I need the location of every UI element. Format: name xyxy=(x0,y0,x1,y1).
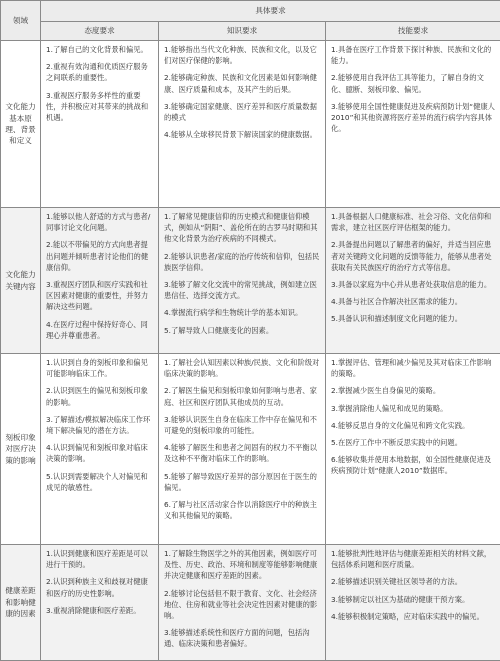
requirement-item: 2.能够使用自我评估工具等能力，了解自身的文化、臆断、刻板印象、偏见。 xyxy=(331,72,495,94)
requirement-item: 5.能够了解导致医疗差异的部分原因在于医生的偏见。 xyxy=(164,471,320,493)
requirement-item: 3.能够了解文化交流中的常见挑战，例如建立医患信任、选择交流方式。 xyxy=(164,279,320,301)
column-header-knowledge: 知识要求 xyxy=(159,22,326,41)
header-row-top xyxy=(1,1,500,22)
requirement-item: 2.能够讨论包括但不限于教育、文化、社会经济地位、住房和就业等社会决定性因素对健康的影响。 xyxy=(164,588,320,622)
column-group-header-requirements: 具体要求 xyxy=(41,1,500,22)
domain-cell: 文化能力关键内容 xyxy=(1,208,41,354)
domain-cell: 健康差距和影响健康的因素 xyxy=(1,545,41,661)
requirement-item: 4.具备与社区合作解决社区需求的能力。 xyxy=(331,296,495,307)
attitude-cell xyxy=(41,208,159,354)
column-header-attitude: 态度要求 xyxy=(41,22,159,41)
table-row xyxy=(1,354,500,545)
column-header-skills: 技能要求 xyxy=(326,22,500,41)
attitude-cell xyxy=(41,354,159,545)
requirement-item: 3.能够描述系统性和医疗方面的问题，包括沟通、临床决策和患者偏好。 xyxy=(164,627,320,649)
requirement-item: 1.具备在医疗工作背景下探讨种族、民族和文化的能力。 xyxy=(331,44,495,66)
knowledge-cell xyxy=(159,545,326,661)
requirement-item: 2.掌握减少医生自身偏见的策略。 xyxy=(331,385,495,396)
requirement-item: 1.具备根据人口健康标准、社会习俗、文化信仰和需求，建立社区医疗评估框架的能力。 xyxy=(331,211,495,233)
requirement-item: 2.能够确定种族、民族和文化因素是如何影响健康、医疗质量和成本，及其产生的后果。 xyxy=(164,72,320,94)
requirement-item: 1.掌握评估、管理和减少偏见及其对临床工作影响的策略。 xyxy=(331,357,495,379)
skills-cell xyxy=(326,354,500,545)
requirement-item: 4.掌握流行病学和生物统计学的基本知识。 xyxy=(164,307,320,318)
column-header-domain: 领域 xyxy=(1,1,41,41)
requirement-item: 4.能够从全球移民背景下解读国家的健康数据。 xyxy=(164,129,320,140)
requirement-item: 4.能够反思自身的文化偏见和跨文化实践。 xyxy=(331,420,495,431)
requirement-item: 2.能够描述识别关键社区领导者的方法。 xyxy=(331,576,495,587)
attitude-cell xyxy=(41,545,159,661)
requirement-item: 2.认识到种族主义和歧视对健康和医疗的历史性影响。 xyxy=(46,576,153,598)
knowledge-cell xyxy=(159,354,326,545)
requirement-item: 1.了解自己的文化背景和偏见。 xyxy=(46,44,153,55)
requirement-item: 3.能够使用全国性健康促进及疾病预防计划“健康人2010”和其他资源将医疗差异的流行病学内容具体化。 xyxy=(331,101,495,135)
requirement-item: 6.了解与社区活动家合作以消除医疗中的种族主义和其他偏见的策略。 xyxy=(164,499,320,521)
requirement-item: 3.掌握消除他人偏见和成见的策略。 xyxy=(331,403,495,414)
requirement-item: 3.具备以家庭为中心并从患者处获取信息的能力。 xyxy=(331,279,495,290)
requirement-item: 1.了解除生物医学之外的其他因素，例如医疗可及性、历史、政治、环境和制度等能够影响健康并决定健康和医疗差距的因素。 xyxy=(164,548,320,582)
requirement-item: 3.重视医疗团队和医疗实践和社区因素对健康的重要性，并努力解决这些问题。 xyxy=(46,279,153,313)
table-row xyxy=(1,208,500,354)
requirement-item: 5.具备认识和描述制度文化问题的能力。 xyxy=(331,313,495,324)
requirement-item: 4.能够了解医生和患者之间固有的权力不平衡以及这种不平衡对临床工作的影响。 xyxy=(164,442,320,464)
skills-cell xyxy=(326,545,500,661)
requirement-item: 1.能够以他人舒适的方式与患者/同事讨论文化问题。 xyxy=(46,211,153,233)
header-row-sub xyxy=(1,22,500,41)
skills-cell xyxy=(326,41,500,208)
requirement-item: 2.能以不带偏见的方式向患者提出问题并倾听患者讨论他们的健康信仰。 xyxy=(46,239,153,273)
requirement-item: 1.能够指出当代文化种族、民族和文化，以及它们对医疗保健的影响。 xyxy=(164,44,320,66)
requirement-item: 3.重视医疗服务多样性的重要性，并积极应对其带来的挑战和机遇。 xyxy=(46,90,153,124)
requirement-item: 4.能够积极制定策略，应对临床实践中的偏见。 xyxy=(331,611,495,622)
knowledge-cell xyxy=(159,208,326,354)
requirement-item: 1.了解常见健康信仰的历史模式和健康信仰模式，例如从“阴阳”、盖伦所在的古罗马时期和其他文化背景为治疗疾病的不同模式。 xyxy=(164,211,320,245)
attitude-cell xyxy=(41,41,159,208)
domain-cell: 文化能力基本原理、背景和定义 xyxy=(1,41,41,208)
requirement-item: 1.能够批判性地评估与健康差距相关的材料文献，包括体系问题和医疗质量。 xyxy=(331,548,495,570)
requirement-item: 4.认识到偏见和刻板印象对临床决策的影响。 xyxy=(46,442,153,464)
table-row xyxy=(1,545,500,661)
knowledge-cell xyxy=(159,41,326,208)
requirement-item: 3.能够确定国家健康、医疗差异和医疗质量数据的模式 xyxy=(164,101,320,123)
requirement-item: 5.认识到需要解决个人对偏见和成见的敏感性。 xyxy=(46,471,153,493)
requirement-item: 5.在医疗工作中不断反思实践中的问题。 xyxy=(331,437,495,448)
requirement-item: 3.了解描述/模拟解决临床工作环境下解决偏见的潜在方法。 xyxy=(46,414,153,436)
requirement-item: 2.能够认识患者/家庭的治疗传统和信仰，包括民族医学信仰。 xyxy=(164,251,320,273)
domain-cell: 刻板印象对医疗决策的影响 xyxy=(1,354,41,545)
requirement-item: 2.重视有效沟通和优质医疗服务之间联系的重要性。 xyxy=(46,61,153,83)
requirement-item: 1.认识到自身的刻板印象和偏见可能影响临床工作。 xyxy=(46,357,153,379)
requirement-item: 1.了解社会认知因素以种族/民族、文化和阶级对临床决策的影响。 xyxy=(164,357,320,379)
requirement-item: 1.认识到健康和医疗差距是可以进行干预的。 xyxy=(46,548,153,570)
table-row xyxy=(1,41,500,208)
skills-cell xyxy=(326,208,500,354)
requirement-item: 5.了解导致人口健康变化的因素。 xyxy=(164,325,320,336)
requirement-item: 3.能够制定以社区为基础的健康干预方案。 xyxy=(331,594,495,605)
requirement-item: 6.能够收集并使用本地数据，如全国性健康促进及疾病预防计划“健康人2010”数据库。 xyxy=(331,454,495,476)
requirement-item: 2.了解医生偏见和刻板印象如何影响与患者、家庭、社区和医疗团队其他成员的互动。 xyxy=(164,385,320,407)
requirement-item: 3.重视消除健康和医疗差距。 xyxy=(46,605,153,616)
requirement-item: 3.能够认识医生自身在临床工作中存在偏见和不可避免的刻板印象的可能性。 xyxy=(164,414,320,436)
requirement-item: 4.在医疗过程中保持好奇心、同理心并尊重患者。 xyxy=(46,319,153,341)
requirement-item: 2.具备提出问题以了解患者的偏好，并适当回应患者对关键跨文化问题的反馈等能力，能够从患者处获取有关民族医疗的治疗方式等信息。 xyxy=(331,239,495,273)
requirement-item: 2.认识到医生的偏见和刻板印象的影响。 xyxy=(46,385,153,407)
